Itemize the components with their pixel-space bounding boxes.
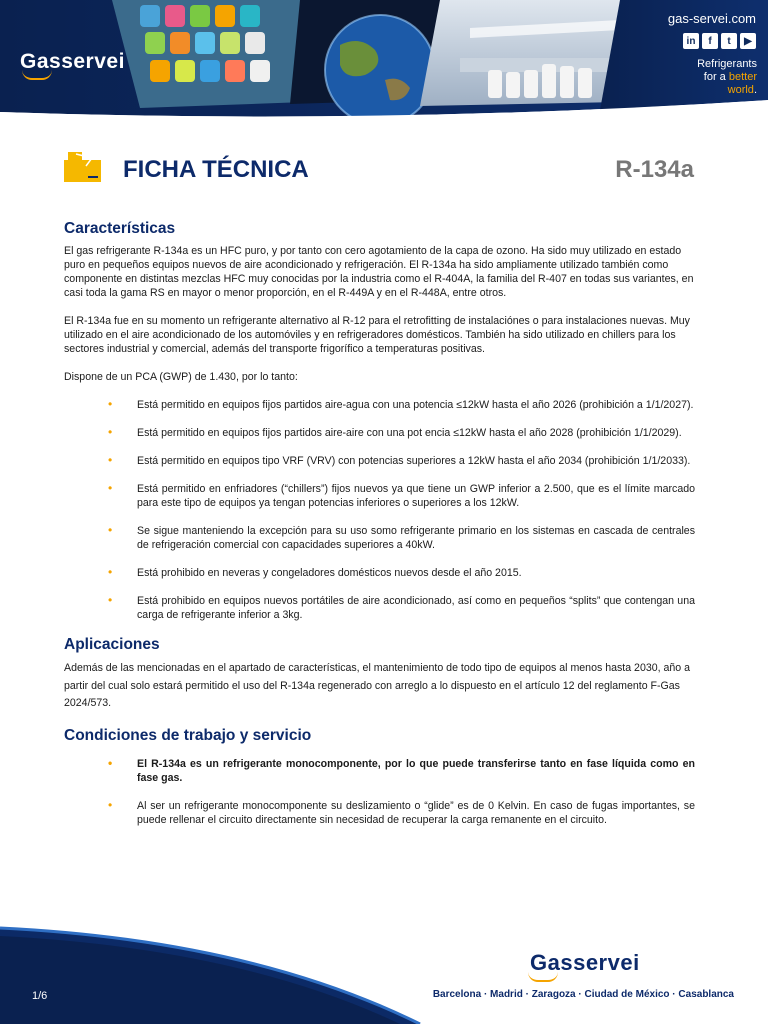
- paragraph: El R-134a fue en su momento un refrigerante alternativo al R-12 para el retrofitting de instalaciónes o para instalaciones nuevas. Muy utilizado en el aire acondicionado de los automóviles y en refrigeradores domésticos. También ha sido utilizado en chillers para los sectores industrial y comercial, además del transporte frigorífico a temperaturas positivas.: [64, 315, 690, 355]
- tagline-line-2: for a better: [703, 71, 757, 83]
- tagline-line-1: Refrigerants: [697, 58, 757, 70]
- youtube-icon[interactable]: ▶: [740, 33, 756, 49]
- page-title: FICHA TÉCNICA: [123, 156, 309, 183]
- tagline: [697, 58, 757, 97]
- section-heading: Condiciones de trabajo y servicio: [64, 726, 312, 744]
- footer-wave: [0, 920, 768, 1024]
- refrigerant-code: R-134a: [615, 156, 694, 183]
- linkedin-icon[interactable]: in: [683, 33, 699, 49]
- list-item: • Está prohibido en equipos nuevos portátiles de aire acondicionado, así como en pequeños “splits” que contengan una carga de refrigerante inferior a 3kg.: [137, 594, 695, 622]
- list-item: • El R-134a es un refrigerante monocomponente, por lo que puede transferirse tanto en fase líquida como en fase gas.: [137, 757, 695, 785]
- tagline-line-3: world.: [727, 84, 757, 96]
- brand-logo[interactable]: [20, 50, 125, 74]
- paragraph: Dispone de un PCA (GWP) de 1.430, por lo tanto:: [64, 371, 298, 383]
- page-footer: [0, 920, 768, 1024]
- folder-icon: [64, 152, 102, 182]
- document-body: [64, 220, 695, 841]
- paragraph: El gas refrigerante R-134a es un HFC puro, y por tanto con cero agotamiento de la capa de ozono. Ha sido muy utilizado en estado puro en pequeños equipos nuevos de aire acondicionado y refrigeración. El R-134a ha sido ampliamente utilizado también como componente en distintas mezclas HFC muy conocidas por la industria como el R-404A, la familia del R-407 en todas sus variantes, en casi toda la gama RS en mayor o menor proporción, en el R-449A y en el R-448A, entre otros.: [64, 245, 694, 299]
- list-item: • Está permitido en equipos fijos partidos aire-agua con una potencia ≤12kW hasta el año 2026 (prohibición a 1/1/2027).: [137, 398, 695, 412]
- list-item: • Está permitido en equipos fijos partidos aire-aire con una pot encia ≤12kW hasta el año 2028 (prohibición 1/1/2029).: [137, 426, 695, 440]
- social-links: [683, 33, 756, 49]
- list-item: • Se sigue manteniendo la excepción para su uso somo refrigerante primario en los sistemas en cascada de centrales de refrigeración comercial con capacidades superiores a 40kW.: [137, 524, 695, 552]
- list-item: • Está permitido en enfriadores (“chillers”) fijos nuevos ya que tiene un GWP inferior a 2.500, que es el límite marcado para este tipo de equipos ya tengan potencias inferiores o superiores a los 12kW.: [137, 482, 695, 510]
- footer-brand-text: Gasservei: [530, 950, 640, 975]
- list-item: • Está prohibido en neveras y congeladores domésticos nuevos desde el año 2015.: [137, 566, 695, 580]
- facebook-icon[interactable]: f: [702, 33, 718, 49]
- twitter-icon[interactable]: t: [721, 33, 737, 49]
- bullet-list: [64, 757, 695, 827]
- bullet-list: [64, 398, 695, 622]
- brand-logo-text: Gasservei: [20, 50, 125, 73]
- page-header: [0, 0, 768, 120]
- section-condiciones: [64, 727, 695, 827]
- section-caracteristicas: [64, 220, 695, 622]
- office-cities: Barcelona · Madrid · Zaragoza · Ciudad de México · Casablanca: [432, 989, 734, 1000]
- paragraph: Además de las mencionadas en el apartado de características, el mantenimiento de todo tipo de equipos al menos hasta 2030, año a partir del cual solo estará permitido el uso del R-134a regenerado con arreglo a lo dispuesto en el artículo 12 del reglamento F-Gas 2024/573.: [64, 662, 691, 709]
- page-number: 1/6: [32, 990, 48, 1002]
- list-item: • Al ser un refrigerante monocomponente su deslizamiento o “glide” es de 0 Kelvin. En caso de fugas importantes, se puede rellenar el circuito directamente sin necesidad de recuperar la carga remanente en el circuito.: [137, 799, 695, 827]
- footer-brand-logo[interactable]: [530, 950, 640, 976]
- section-aplicaciones: [64, 636, 695, 713]
- site-url-link[interactable]: gas-servei.com: [667, 11, 756, 26]
- section-heading: Aplicaciones: [64, 636, 160, 653]
- section-heading: Características: [64, 220, 176, 237]
- list-item: • Está permitido en equipos tipo VRF (VRV) con potencias superiores a 12kW hasta el año 2034 (prohibición 1/1/2033).: [137, 454, 695, 468]
